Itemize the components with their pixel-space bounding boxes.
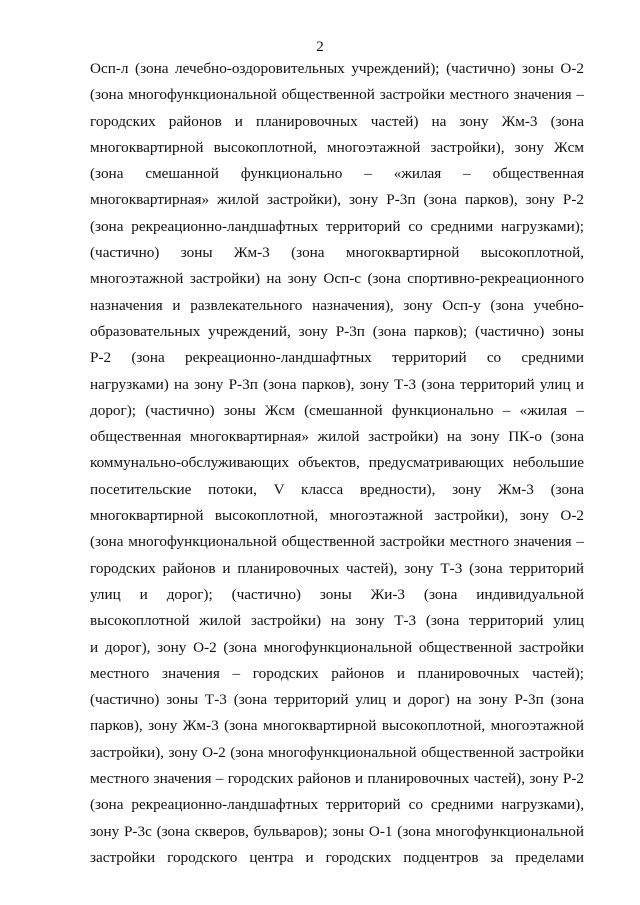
text-line: и дорог), зону О-2 (зона многофункциональной общественной застройки — [90, 638, 584, 656]
text-line: многоквартирной высокоплотной, многоэтажной застройки), зону О-2 — [90, 507, 584, 525]
text-line: улиц и дорог); (частично) зоны Жи-3 (зона индивидуальной — [90, 585, 584, 603]
text-line: назначения и развлекательного назначения), зону Осп-у (зона учебно- — [90, 296, 584, 314]
text-line: (зона смешанной функционально – «жилая – общественная — [90, 165, 584, 183]
text-line: образовательных учреждений, зону Р-3п (зона парков); (частично) зоны — [90, 322, 584, 340]
text-line: (зона рекреационно-ландшафтных территорий со средними нагрузками), — [90, 796, 584, 814]
text-line: нагрузками) на зону Р-3п (зона парков), зону Т-3 (зона территорий улиц и — [90, 375, 584, 393]
text-line: застройки городского центра и городских подцентров за пределами — [90, 848, 584, 866]
text-line: посетительские потоки, V класса вредности), зону Жм-3 (зона — [90, 480, 584, 498]
text-line: дорог); (частично) зоны Жсм (смешанной функционально – «жилая – — [90, 401, 584, 419]
page-number: 2 — [316, 39, 324, 55]
text-line: общественная многоквартирная» жилой застройки) на зону ПК-о (зона — [90, 428, 584, 446]
text-line: городских районов и планировочных частей) на зону Жм-3 (зона — [90, 112, 584, 130]
body-paragraph — [90, 56, 584, 871]
text-line: Р-2 (зона рекреационно-ландшафтных территорий со средними — [90, 349, 584, 367]
text-line: многоквартирная» жилой застройки), зону Р-3п (зона парков), зону Р-2 — [90, 191, 584, 209]
text-line: коммунально-обслуживающих объектов, предусматривающих небольшие — [90, 454, 584, 472]
text-line: парков), зону Жм-3 (зона многоквартирной высокоплотной, многоэтажной — [90, 717, 584, 735]
text-line: (зона многофункциональной общественной застройки местного значения – — [90, 533, 584, 551]
text-line: высокоплотной жилой застройки) на зону Т-3 (зона территорий улиц — [90, 612, 584, 630]
text-line: (частично) зоны Жм-3 (зона многоквартирной высокоплотной, — [90, 244, 584, 262]
text-line: (зона многофункциональной общественной застройки местного значения – — [90, 86, 584, 104]
text-line: застройки), зону О-2 (зона многофункциональной общественной застройки — [90, 743, 584, 761]
text-line: (зона рекреационно-ландшафтных территорий со средними нагрузками); — [90, 217, 584, 235]
text-line: местного значения – городских районов и планировочных частей), зону Р-2 — [90, 770, 584, 788]
text-line: (частично) зоны Т-3 (зона территорий улиц и дорог) на зону Р-3п (зона — [90, 691, 584, 709]
text-line: Осп-л (зона лечебно-оздоровительных учреждений); (частично) зоны О-2 — [90, 60, 584, 77]
text-line: многоэтажной застройки) на зону Осп-с (зона спортивно-рекреационного — [90, 270, 584, 288]
text-line: многоквартирной высокоплотной, многоэтажной застройки), зону Жсм — [90, 138, 584, 156]
text-line: местного значения – городских районов и планировочных частей); — [90, 664, 584, 682]
text-line: зону Р-3с (зона скверов, бульваров); зоны О-1 (зона многофункциональной — [90, 822, 584, 840]
text-line: городских районов и планировочных частей), зону Т-3 (зона территорий — [90, 559, 584, 577]
